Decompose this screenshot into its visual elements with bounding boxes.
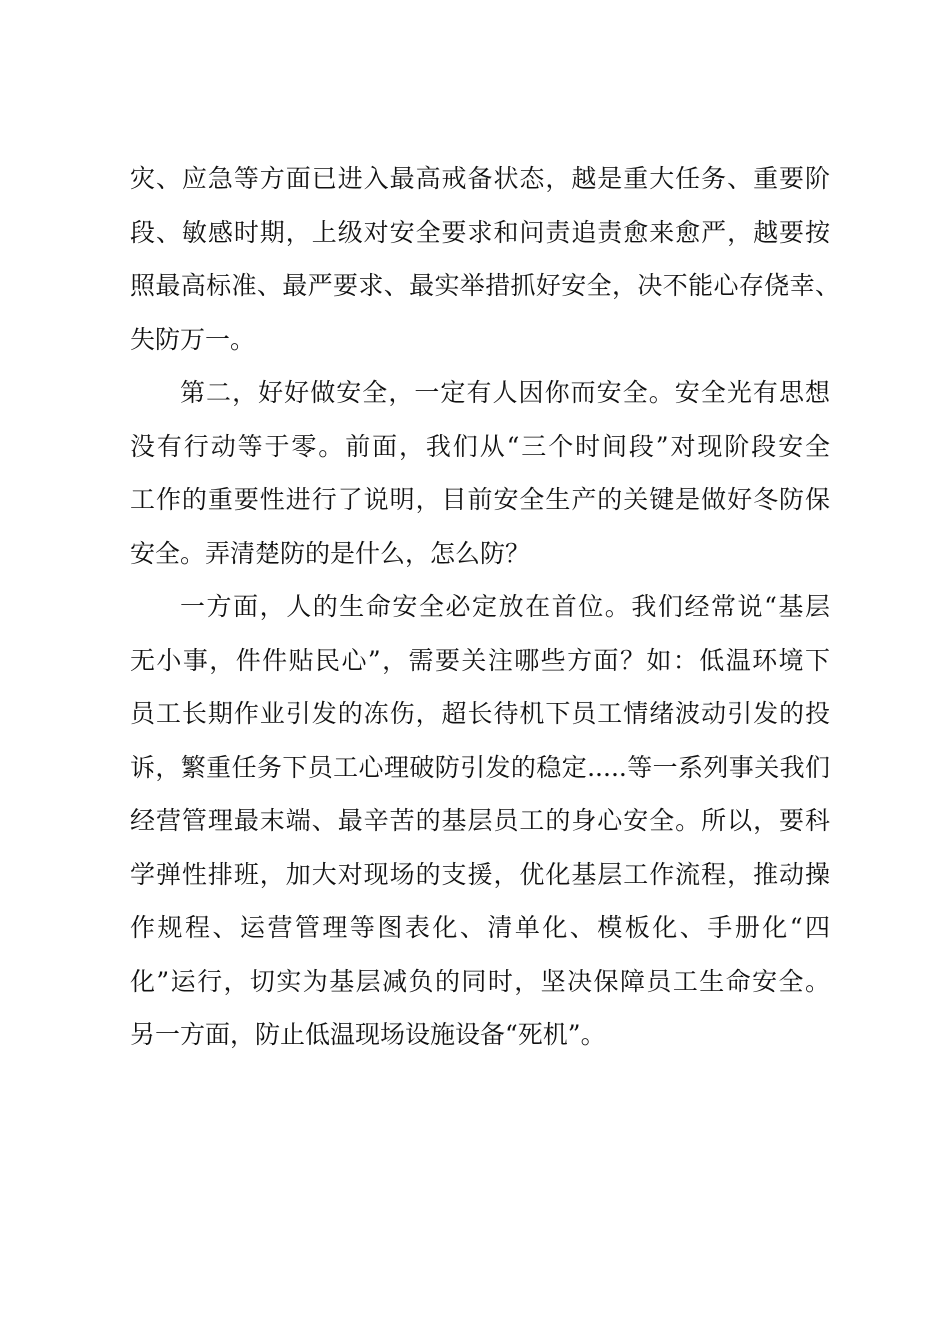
- text-line: 作规程、运营管理等图表化、清单化、模板化、手册化“四: [130, 913, 830, 942]
- text-line: 无小事，件件贴民心”，需要关注哪些方面？如：低温环境下: [130, 645, 830, 675]
- text-line: 化”运行，切实为基层减负的同时，坚决保障员工生命安全。: [130, 966, 830, 996]
- text-line: 另一方面，防止低温现场设施设备“死机”。: [130, 1020, 606, 1049]
- text-line: 工作的重要性进行了说明，目前安全生产的关键是做好冬防保: [130, 485, 830, 514]
- text-line: 学弹性排班，加大对现场的支援，优化基层工作流程，推动操: [130, 859, 830, 889]
- text-line: 灾、应急等方面已进入最高戒备状态，越是重大任务、重要阶: [130, 164, 830, 193]
- text-line: 没有行动等于零。前面，我们从“三个时间段”对现阶段安全: [130, 431, 830, 461]
- text-line: 诉，繁重任务下员工心理破防引发的稳定.....等一系列事关我们: [130, 752, 830, 782]
- paragraph-1: [130, 152, 840, 366]
- text-line: 安全。弄清楚防的是什么，怎么防？: [130, 538, 531, 568]
- text-line: 员工长期作业引发的冻伤，超长待机下员工情绪波动引发的投: [130, 699, 830, 728]
- text-line: 第二，好好做安全，一定有人因你而安全。安全光有思想: [180, 378, 830, 407]
- text-line: 段、敏感时期，上级对安全要求和问责追责愈来愈严，越要按: [130, 217, 830, 247]
- text-line: 一方面，人的生命安全必定放在首位。我们经常说“基层: [180, 592, 830, 621]
- text-line: 经营管理最末端、最辛苦的基层员工的身心安全。所以，要科: [130, 806, 830, 835]
- paragraph-2: [130, 366, 830, 580]
- text-line: 失防万一。: [130, 324, 256, 354]
- document-body: [130, 152, 840, 1062]
- text-line: 照最高标准、最严要求、最实举措抓好安全，决不能心存侥幸、: [130, 271, 840, 300]
- paragraph-3: [130, 580, 830, 1062]
